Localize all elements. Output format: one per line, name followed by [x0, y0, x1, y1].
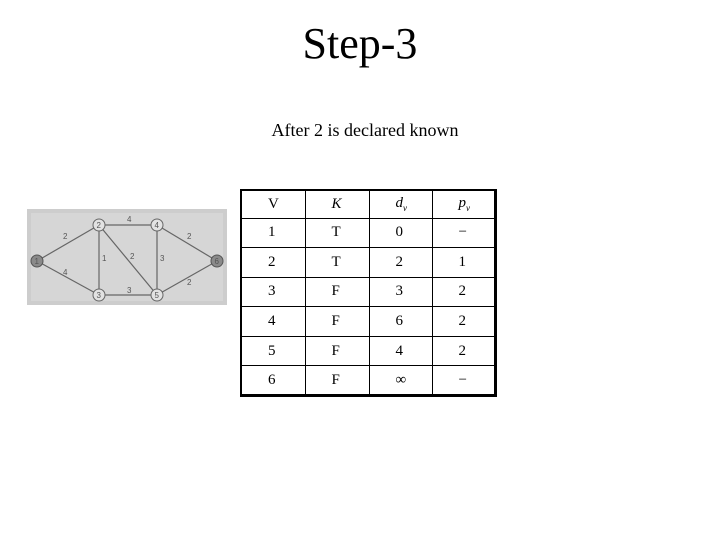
- table-header-row: [241, 190, 495, 218]
- cell-known: F: [305, 366, 369, 396]
- cell-path: −: [432, 366, 495, 396]
- cell-path: 2: [432, 336, 495, 366]
- header-distance: [369, 190, 432, 218]
- edge-weight-2-3: 1: [102, 254, 107, 263]
- cell-known: T: [305, 248, 369, 278]
- cell-distance: 2: [369, 248, 432, 278]
- header-path-main: p: [458, 195, 466, 212]
- edge-weight-3-5: 3: [127, 286, 132, 295]
- cell-known: T: [305, 218, 369, 248]
- table-row: [241, 218, 495, 248]
- header-path-sub: v: [466, 203, 470, 214]
- cell-path: 1: [432, 248, 495, 278]
- cell-distance: 4: [369, 336, 432, 366]
- cell-vertex: 5: [241, 336, 305, 366]
- table-row: [241, 307, 495, 337]
- cell-vertex: 2: [241, 248, 305, 278]
- table-row: [241, 277, 495, 307]
- edge-weight-1-3: 4: [63, 268, 68, 277]
- cell-known: F: [305, 307, 369, 337]
- edge-weight-1-2: 2: [63, 232, 68, 241]
- graph-photo: [27, 209, 227, 305]
- cell-known: F: [305, 336, 369, 366]
- cell-distance: 0: [369, 218, 432, 248]
- cell-path: −: [432, 218, 495, 248]
- graph-diagram: [27, 209, 227, 305]
- cell-vertex: 6: [241, 366, 305, 396]
- edge-weight-4-6: 2: [187, 232, 192, 241]
- node-label-3: 3: [96, 291, 101, 300]
- table-row: [241, 336, 495, 366]
- header-path: [432, 190, 495, 218]
- header-vertex: V: [241, 190, 305, 218]
- node-label-5: 5: [154, 291, 159, 300]
- node-label-4: 4: [154, 221, 159, 230]
- cell-vertex: 4: [241, 307, 305, 337]
- cell-known: F: [305, 277, 369, 307]
- edge-weight-2-4: 4: [127, 215, 132, 224]
- cell-distance: 3: [369, 277, 432, 307]
- distance-table: [240, 189, 497, 397]
- node-label-6: 6: [214, 257, 219, 266]
- header-distance-main: d: [395, 195, 403, 212]
- node-label-2: 2: [96, 221, 101, 230]
- cell-distance: 6: [369, 307, 432, 337]
- cell-path: 2: [432, 277, 495, 307]
- cell-vertex: 3: [241, 277, 305, 307]
- cell-path: 2: [432, 307, 495, 337]
- cell-distance: ∞: [369, 366, 432, 396]
- table-row: [241, 366, 495, 396]
- edge-weight-2-5: 2: [130, 252, 135, 261]
- edge-weight-4-5: 3: [160, 254, 165, 263]
- edge-weight-5-6: 2: [187, 278, 192, 287]
- header-distance-sub: v: [403, 203, 407, 214]
- slide-title: Step-3: [302, 19, 418, 68]
- cell-vertex: 1: [241, 218, 305, 248]
- header-known: K: [305, 190, 369, 218]
- node-label-1: 1: [34, 257, 39, 266]
- slide-subtitle: After 2 is declared known: [271, 120, 459, 140]
- table-row: [241, 248, 495, 278]
